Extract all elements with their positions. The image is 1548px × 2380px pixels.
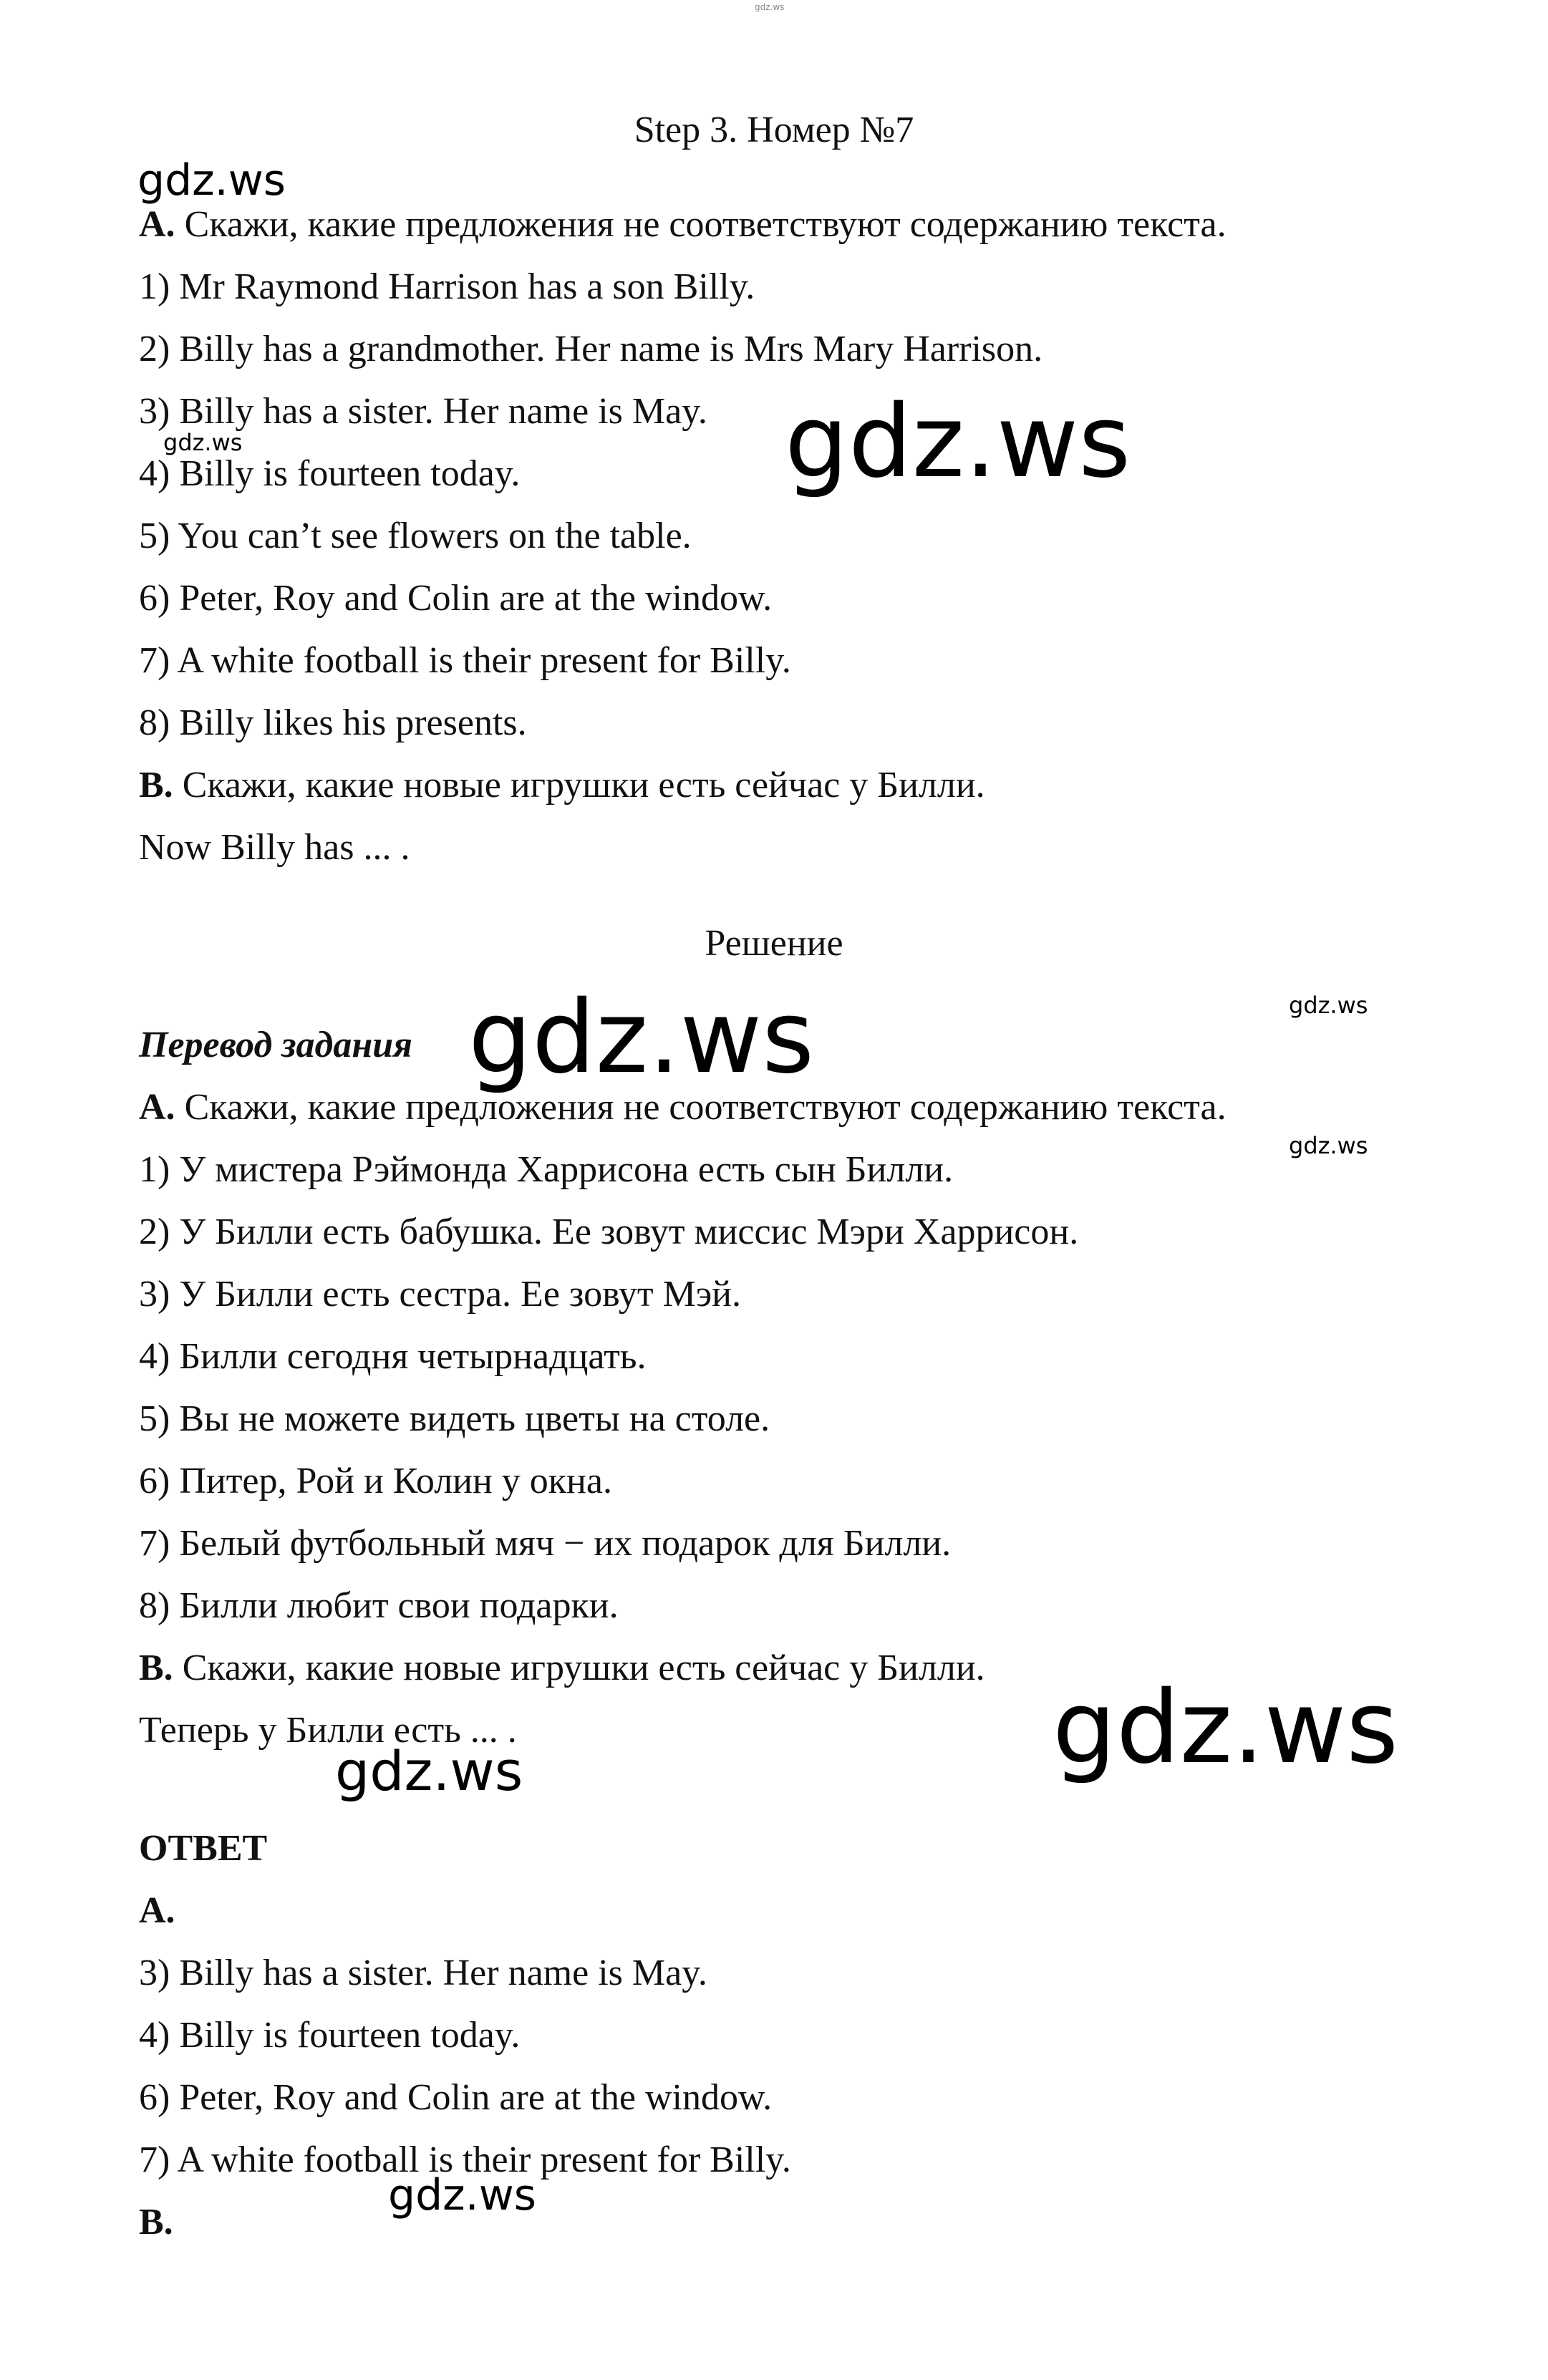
task-statement: 8) Billy likes his presents.: [139, 702, 527, 743]
answer-heading: ОТВЕТ: [139, 1828, 268, 1869]
answer-item: 3) Billy has a sister. Her name is May.: [139, 1953, 707, 1993]
part-a-label: A.: [139, 204, 175, 245]
watermark: gdz.ws: [468, 979, 815, 1096]
part-b-stem: Now Billy has ... .: [139, 827, 410, 868]
solution-part-b: [139, 1645, 985, 1691]
solution-statement: 4) Билли сегодня четырнадцать.: [139, 1336, 647, 1377]
part-a-label: A.: [139, 1087, 175, 1128]
solution-heading: Решение: [705, 923, 843, 964]
part-b-prompt: Скажи, какие новые игрушки есть сейчас у Билли.: [182, 765, 985, 806]
part-b-prompt: Скажи, какие новые игрушки есть сейчас у Билли.: [182, 1648, 985, 1688]
answer-part-b-label: B.: [139, 2202, 173, 2243]
translation-heading: Перевод задания: [139, 1025, 412, 1065]
part-a-prompt: Скажи, какие предложения не соответствуют содержанию текста.: [184, 204, 1227, 245]
watermark: gdz.ws: [137, 155, 286, 205]
part-b-label: B.: [139, 765, 173, 806]
answer-item: 4) Billy is fourteen today.: [139, 2015, 521, 2056]
solution-statement: 2) У Билли есть бабушка. Ее зовут миссис Мэри Харрисон.: [139, 1211, 1079, 1252]
watermark: gdz.ws: [1289, 992, 1368, 1019]
watermark-top: gdz.ws: [755, 2, 785, 12]
part-b-label: B.: [139, 1648, 173, 1688]
task-part-b: [139, 763, 985, 808]
watermark: gdz.ws: [1289, 1132, 1368, 1159]
page-title: Step 3. Номер №7: [634, 110, 914, 150]
answer-item: 6) Peter, Roy and Colin are at the window.: [139, 2077, 773, 2118]
watermark: gdz.ws: [163, 429, 243, 456]
watermark: gdz.ws: [785, 384, 1131, 500]
task-statement: 6) Peter, Roy and Colin are at the window.: [139, 578, 773, 619]
solution-statement: 8) Билли любит свои подарки.: [139, 1585, 619, 1626]
solution-statement: 6) Питер, Рой и Колин у окна.: [139, 1461, 612, 1501]
watermark: gdz.ws: [335, 1739, 523, 1803]
solution-part-a: [139, 1085, 1227, 1131]
task-statement: 1) Mr Raymond Harrison has a son Billy.: [139, 266, 755, 307]
task-statement: 7) A white football is their present for Billy.: [139, 640, 791, 681]
answer-item: 7) A white football is their present for Billy.: [139, 2139, 791, 2180]
task-statement: 2) Billy has a grandmother. Her name is Mrs Mary Harrison.: [139, 329, 1043, 369]
watermark: gdz.ws: [388, 2170, 537, 2220]
solution-statement: 5) Вы не можете видеть цветы на столе.: [139, 1398, 770, 1439]
part-a-prompt: Скажи, какие предложения не соответствуют содержанию текста.: [184, 1087, 1227, 1128]
part-b-stem: Теперь у Билли есть ... .: [139, 1710, 517, 1751]
solution-statement: 7) Белый футбольный мяч − их подарок для Билли.: [139, 1523, 952, 1564]
solution-statement: 3) У Билли есть сестра. Ее зовут Мэй.: [139, 1274, 742, 1315]
task-part-a: [139, 202, 1227, 248]
task-statement: 5) You can’t see flowers on the table.: [139, 516, 692, 556]
solution-statement: 1) У мистера Рэймонда Харрисона есть сын Билли.: [139, 1149, 954, 1190]
answer-part-a-label: A.: [139, 1890, 175, 1931]
task-statement: 4) Billy is fourteen today.: [139, 453, 521, 494]
watermark: gdz.ws: [1053, 1670, 1399, 1786]
task-statement: 3) Billy has a sister. Her name is May.: [139, 391, 707, 432]
